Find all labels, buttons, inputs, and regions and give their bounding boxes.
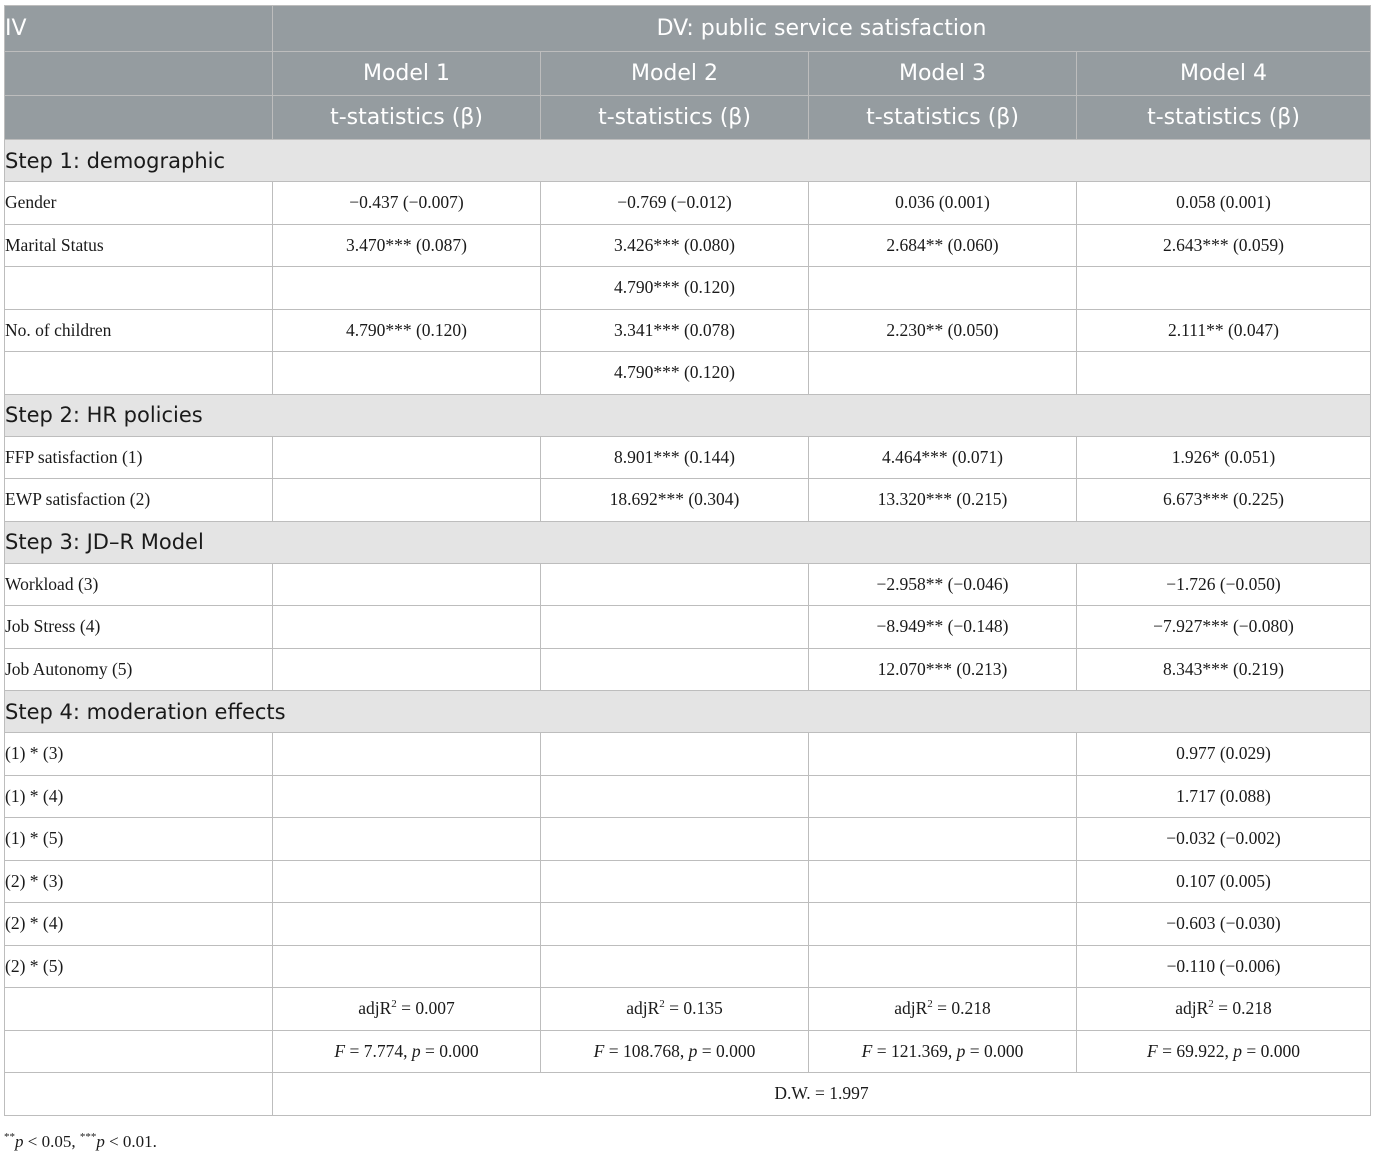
model-4-cell: −0.032 (−0.002)	[1077, 818, 1371, 861]
table-row	[5, 479, 1371, 522]
table-row	[5, 309, 1371, 352]
f-stat-model-2: F = 108.768, p = 0.000	[541, 1030, 809, 1073]
dv-header: DV: public service satisfaction	[273, 6, 1371, 52]
model-2-cell	[541, 945, 809, 988]
model-2-cell	[541, 563, 809, 606]
row-label: (2) * (5)	[5, 945, 273, 988]
table-row	[5, 648, 1371, 691]
row-label: Job Stress (4)	[5, 606, 273, 649]
model-2-cell: 4.790*** (0.120)	[541, 352, 809, 395]
model-3-cell	[809, 903, 1077, 946]
model-3-cell: 13.320*** (0.215)	[809, 479, 1077, 522]
model-3-cell: 2.230** (0.050)	[809, 309, 1077, 352]
row-label: EWP satisfaction (2)	[5, 479, 273, 522]
step-header-row	[5, 521, 1371, 563]
model-1-cell: 3.470*** (0.087)	[273, 224, 541, 267]
step-title: Step 2: HR policies	[5, 394, 1371, 436]
model-4-cell: −0.110 (−0.006)	[1077, 945, 1371, 988]
model-4-cell: 0.977 (0.029)	[1077, 733, 1371, 776]
row-label: (2) * (3)	[5, 860, 273, 903]
fit-blank-cell	[5, 1030, 273, 1073]
stat-header-1: t-statistics (β)	[273, 96, 541, 140]
fit-blank-cell	[5, 1073, 273, 1116]
stat-header-2: t-statistics (β)	[541, 96, 809, 140]
model-1-cell	[273, 818, 541, 861]
model-3-cell	[809, 352, 1077, 395]
model-2-cell	[541, 606, 809, 649]
model-3-cell: 12.070*** (0.213)	[809, 648, 1077, 691]
model-1-cell: 4.790*** (0.120)	[273, 309, 541, 352]
model-3-cell: −2.958** (−0.046)	[809, 563, 1077, 606]
stat-header-4: t-statistics (β)	[1077, 96, 1371, 140]
header-row-models	[5, 52, 1371, 96]
model-1-cell	[273, 352, 541, 395]
model-1-cell	[273, 648, 541, 691]
step-title: Step 1: demographic	[5, 140, 1371, 182]
row-label: (1) * (5)	[5, 818, 273, 861]
adj-r2-model-1: adjR$^2$ = 0.007	[273, 988, 541, 1031]
table-row	[5, 775, 1371, 818]
model-3-cell: 2.684** (0.060)	[809, 224, 1077, 267]
table-row	[5, 903, 1371, 946]
row-label: Gender	[5, 182, 273, 225]
adj-r2-model-4: adjR$^2$ = 0.218	[1077, 988, 1371, 1031]
step-header-row	[5, 691, 1371, 733]
model-2-cell	[541, 860, 809, 903]
row-label: (1) * (3)	[5, 733, 273, 776]
table-row	[5, 436, 1371, 479]
model-3-header: Model 3	[809, 52, 1077, 96]
adj-r2-row	[5, 988, 1371, 1031]
table-footnote: **p < 0.05, ***p < 0.01.	[4, 1131, 157, 1151]
model-2-cell: 3.341*** (0.078)	[541, 309, 809, 352]
model-3-cell	[809, 818, 1077, 861]
model-4-cell: −0.603 (−0.030)	[1077, 903, 1371, 946]
model-4-cell: 8.343*** (0.219)	[1077, 648, 1371, 691]
model-4-cell: 1.717 (0.088)	[1077, 775, 1371, 818]
model-2-cell	[541, 818, 809, 861]
model-3-cell	[809, 267, 1077, 310]
model-4-cell: 2.111** (0.047)	[1077, 309, 1371, 352]
model-4-cell: −7.927*** (−0.080)	[1077, 606, 1371, 649]
table-row	[5, 733, 1371, 776]
model-2-cell	[541, 648, 809, 691]
model-3-cell	[809, 733, 1077, 776]
model-2-cell: 18.692*** (0.304)	[541, 479, 809, 522]
row-label: (2) * (4)	[5, 903, 273, 946]
row-label	[5, 267, 273, 310]
step-title: Step 3: JD–R Model	[5, 521, 1371, 563]
durbin-watson-value: D.W. = 1.997	[273, 1073, 1371, 1116]
model-4-cell	[1077, 352, 1371, 395]
row-label: Marital Status	[5, 224, 273, 267]
adj-r2-model-3: adjR$^2$ = 0.218	[809, 988, 1077, 1031]
model-2-cell	[541, 775, 809, 818]
model-4-header: Model 4	[1077, 52, 1371, 96]
model-2-cell: 3.426*** (0.080)	[541, 224, 809, 267]
model-4-cell: 2.643*** (0.059)	[1077, 224, 1371, 267]
f-stat-model-1: F = 7.774, p = 0.000	[273, 1030, 541, 1073]
stat-header-3: t-statistics (β)	[809, 96, 1077, 140]
model-1-cell	[273, 267, 541, 310]
table-row	[5, 945, 1371, 988]
durbin-watson-row	[5, 1073, 1371, 1116]
model-4-cell	[1077, 267, 1371, 310]
model-1-cell	[273, 606, 541, 649]
model-2-cell: 4.790*** (0.120)	[541, 267, 809, 310]
adj-r2-model-2: adjR$^2$ = 0.135	[541, 988, 809, 1031]
row-label: Job Autonomy (5)	[5, 648, 273, 691]
table-row	[5, 182, 1371, 225]
regression-table	[4, 5, 1371, 1116]
f-stat-row	[5, 1030, 1371, 1073]
model-1-header: Model 1	[273, 52, 541, 96]
iv-header: IV	[5, 6, 273, 52]
model-4-cell: 6.673*** (0.225)	[1077, 479, 1371, 522]
row-label: FFP satisfaction (1)	[5, 436, 273, 479]
model-1-cell	[273, 563, 541, 606]
header-row-stats	[5, 96, 1371, 140]
model-4-cell: 1.926* (0.051)	[1077, 436, 1371, 479]
model-3-cell: 4.464*** (0.071)	[809, 436, 1077, 479]
model-1-cell	[273, 860, 541, 903]
table-row	[5, 818, 1371, 861]
step-title: Step 4: moderation effects	[5, 691, 1371, 733]
f-stat-model-3: F = 121.369, p = 0.000	[809, 1030, 1077, 1073]
model-2-header: Model 2	[541, 52, 809, 96]
f-stat-model-4: F = 69.922, p = 0.000	[1077, 1030, 1371, 1073]
header-blank-cell	[5, 52, 273, 96]
step-header-row	[5, 140, 1371, 182]
model-1-cell	[273, 903, 541, 946]
table-row	[5, 224, 1371, 267]
model-2-cell	[541, 903, 809, 946]
table-row	[5, 606, 1371, 649]
table-row	[5, 563, 1371, 606]
model-2-cell	[541, 733, 809, 776]
model-1-cell	[273, 945, 541, 988]
model-1-cell	[273, 775, 541, 818]
table-row	[5, 267, 1371, 310]
model-4-cell: −1.726 (−0.050)	[1077, 563, 1371, 606]
model-1-cell	[273, 436, 541, 479]
model-3-cell: 0.036 (0.001)	[809, 182, 1077, 225]
table-row	[5, 860, 1371, 903]
model-3-cell	[809, 775, 1077, 818]
model-1-cell: −0.437 (−0.007)	[273, 182, 541, 225]
model-3-cell	[809, 945, 1077, 988]
model-2-cell: 8.901*** (0.144)	[541, 436, 809, 479]
model-3-cell	[809, 860, 1077, 903]
header-blank-cell	[5, 96, 273, 140]
row-label: No. of children	[5, 309, 273, 352]
model-1-cell	[273, 733, 541, 776]
row-label: (1) * (4)	[5, 775, 273, 818]
fit-blank-cell	[5, 988, 273, 1031]
row-label	[5, 352, 273, 395]
row-label: Workload (3)	[5, 563, 273, 606]
step-header-row	[5, 394, 1371, 436]
header-row-dv	[5, 6, 1371, 52]
model-1-cell	[273, 479, 541, 522]
table-row	[5, 352, 1371, 395]
model-4-cell: 0.058 (0.001)	[1077, 182, 1371, 225]
model-4-cell: 0.107 (0.005)	[1077, 860, 1371, 903]
model-2-cell: −0.769 (−0.012)	[541, 182, 809, 225]
model-3-cell: −8.949** (−0.148)	[809, 606, 1077, 649]
